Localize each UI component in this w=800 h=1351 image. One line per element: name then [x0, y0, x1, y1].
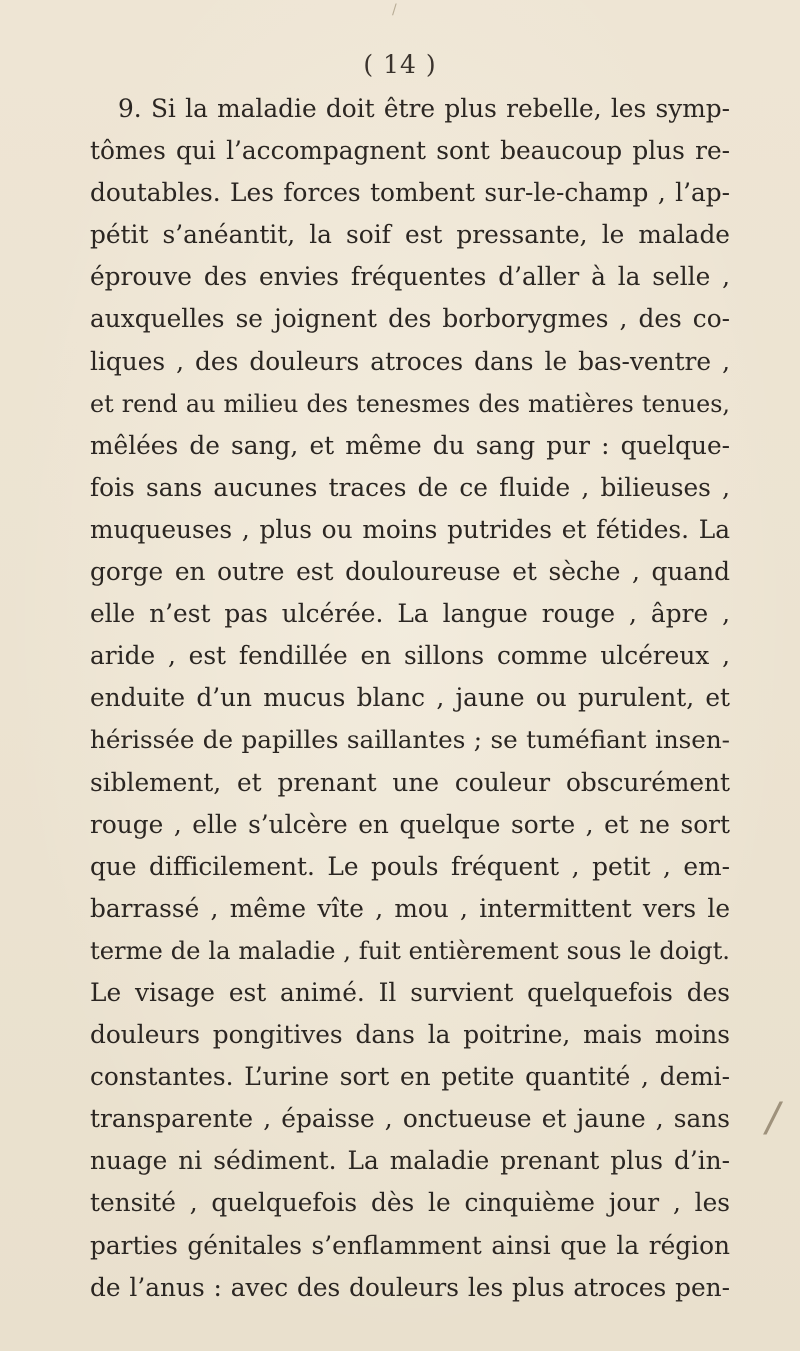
text-line: hérissée de papilles saillantes ; se tuméfiant insen- [90, 725, 730, 755]
text-line: tômes qui l’accompagnent sont beaucoup plus re- [90, 136, 730, 166]
text-line: mêlées de sang, et même du sang pur : quelque- [90, 430, 730, 460]
text-line: constantes. L’urine sort en petite quantité , demi- [90, 1062, 730, 1092]
text-line: barrassé , même vîte , mou , intermittent vers le [90, 893, 730, 923]
text-line: doutables. Les forces tombent sur-le-champ , l’ap- [90, 178, 730, 208]
text-line: aride , est fendillée en sillons comme ulcéreux , [90, 641, 730, 671]
text-line: fois sans aucunes traces de ce fluide , bilieuses , [90, 472, 730, 502]
text-line: liques , des douleurs atroces dans le bas-ventre , [90, 346, 730, 376]
text-line: auxquelles se joignent des borborygmes , des co- [90, 304, 730, 334]
text-line: tensité , quelquefois dès le cinquième jour , les [90, 1188, 730, 1218]
text-line: de l’anus : avec des douleurs les plus atroces pen- [90, 1272, 730, 1302]
margin-pencil-mark: / [766, 1095, 780, 1141]
text-line: et rend au milieu des tenesmes des matières tenues, [90, 389, 730, 418]
text-line: terme de la maladie , fuit entièrement sous le doigt. [90, 936, 730, 965]
text-line: transparente , épaisse , onctueuse et jaune , sans [90, 1104, 730, 1134]
text-line: enduite d’un mucus blanc , jaune ou purulent, et [90, 683, 730, 713]
text-line: gorge en outre est douloureuse et sèche , quand [90, 557, 730, 587]
text-line: éprouve des envies fréquentes d’aller à la selle , [90, 262, 730, 292]
top-margin-mark: / [392, 2, 397, 18]
text-line: elle n’est pas ulcérée. La langue rouge , âpre , [90, 599, 730, 629]
text-line: siblement, et prenant une couleur obscurément [90, 767, 730, 797]
text-line: nuage ni sédiment. La maladie prenant plus d’in- [90, 1146, 730, 1176]
text-line: pétit s’anéantit, la soif est pressante, le malade [90, 220, 730, 250]
text-line: rouge , elle s’ulcère en quelque sorte , et ne sort [90, 809, 730, 839]
body-text [90, 88, 730, 1309]
page-number: ( 14 ) [363, 50, 437, 79]
text-line: douleurs pongitives dans la poitrine, mais moins [90, 1020, 730, 1050]
text-line: parties génitales s’enflamment ainsi que la région [90, 1230, 730, 1260]
text-line: 9. Si la maladie doit être plus rebelle, les symp- [118, 94, 730, 123]
text-line: muqueuses , plus ou moins putrides et fétides. La [90, 514, 730, 544]
text-line: Le visage est animé. Il survient quelquefois des [90, 977, 730, 1007]
text-line: que difficilement. Le pouls fréquent , petit , em- [90, 851, 730, 881]
